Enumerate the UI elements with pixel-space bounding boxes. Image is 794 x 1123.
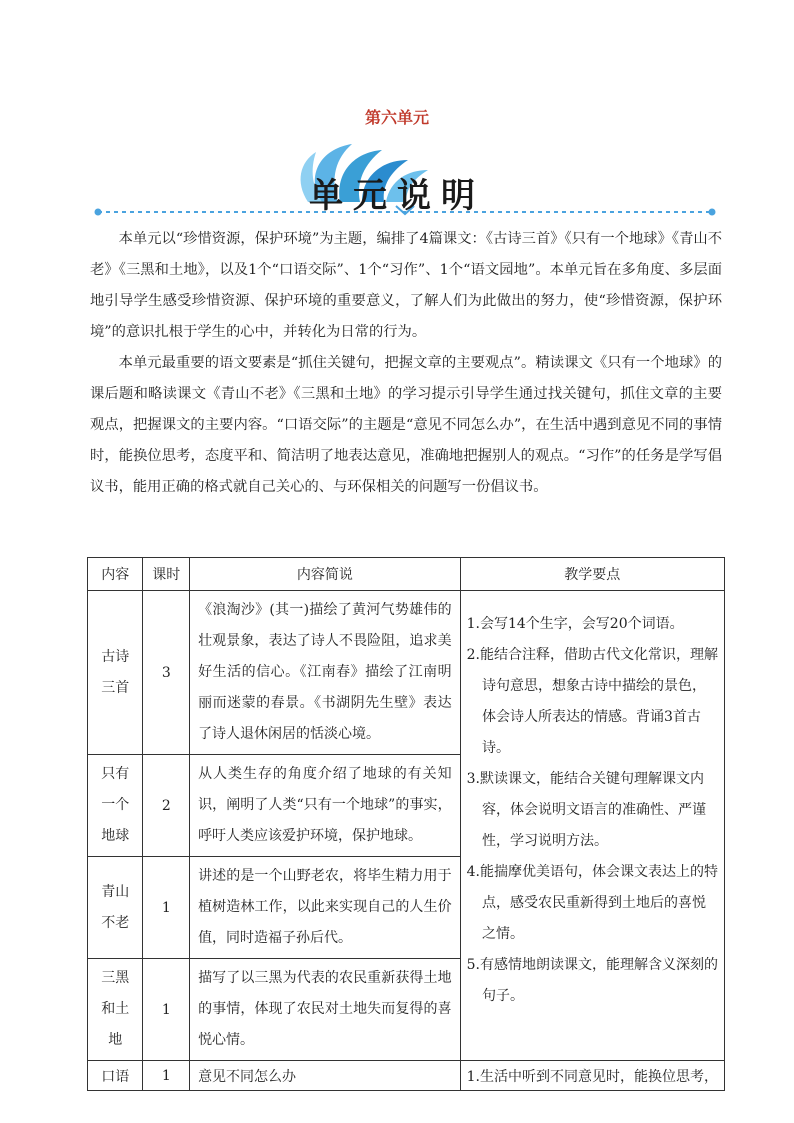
lesson-name: 三黑和土地 [88, 959, 143, 1061]
header-summary: 内容简说 [190, 558, 461, 591]
teaching-point: 2.能结合注释，借助古代文化常识，理解诗句意思，想象古诗中描绘的景色，体会诗人所表达的情感。背诵3首古诗。 [466, 647, 718, 756]
intro-text [90, 224, 722, 503]
unit-overview-table [87, 557, 725, 1091]
lesson-summary: 从人类生存的角度介绍了地球的有关知识，阐明了人类“只有一个地球”的事实，呼吁人类应该爱护环境，保护地球。 [190, 755, 461, 857]
teaching-point: 1.会写14个生字，会写20个词语。 [466, 616, 684, 632]
lesson-summary: 《浪淘沙》(其一)描绘了黄河气势雄伟的壮观景象，表达了诗人不畏险阻，追求美好生活的信心。《江南春》描绘了江南明丽而迷蒙的春景。《书湖阴先生壁》表达了诗人退休闲居的恬淡心境。 [190, 591, 461, 755]
lesson-hours: 2 [143, 755, 190, 857]
teaching-point: 4.能揣摩优美语句，体会课文表达上的特点，感受农民重新得到土地后的喜悦之情。 [466, 864, 718, 942]
table-row [88, 591, 725, 755]
banner-title: 单元说明 [309, 176, 485, 216]
header-key-points: 教学要点 [460, 558, 724, 591]
lesson-hours: 1 [143, 959, 190, 1061]
lesson-summary: 讲述的是一个山野老农，将毕生精力用于植树造林工作，以此来实现自己的人生价值，同时造福子孙后代。 [190, 857, 461, 959]
teaching-points [460, 591, 724, 1061]
table-header-row [88, 558, 725, 591]
lesson-name: 青山不老 [88, 857, 143, 959]
teaching-point: 5.有感情地朗读课文，能理解含义深刻的句子。 [466, 957, 718, 1004]
lesson-summary: 意见不同怎么办 [190, 1061, 461, 1091]
lesson-name: 只有一个地球 [88, 755, 143, 857]
teaching-point: 1.生活中听到不同意见时，能换位思考， [460, 1061, 724, 1091]
unit-label: 第六单元 [364, 108, 429, 127]
lesson-hours: 1 [143, 857, 190, 959]
lesson-summary: 描写了以三黑为代表的农民重新获得土地的事情，体现了农民对土地失而复得的喜悦心情。 [190, 959, 461, 1061]
lesson-hours: 1 [143, 1061, 190, 1091]
table-row [88, 1061, 725, 1091]
intro-paragraph: 本单元以“珍惜资源，保护环境”为主题，编排了4篇课文：《古诗三首》《只有一个地球》《青山不老》《三黑和土地》，以及1个“口语交际”、1个“习作”、1个“语文园地”。本单元旨在多角度、多层面地引导学生感受珍惜资源、保护环境的重要意义，了解人们为此做出的努力，使“珍惜资源，保护环境”的意识扎根于学生的心中，并转化为日常的行为。 [90, 231, 722, 340]
intro-paragraph: 本单元最重要的语文要素是“抓住关键句，把握文章的主要观点”。精读课文《只有一个地球》的课后题和略读课文《青山不老》《三黑和土地》的学习提示引导学生通过找关键句，抓住文章的主要观点，把握课文的主要内容。“口语交际”的主题是“意见不同怎么办”，在生活中遇到意见不同的事情时，能换位思考，态度平和、简洁明了地表达意见，准确地把握别人的观点。“习作”的任务是学写倡议书，能用正确的格式就自己关心的、与环保相关的问题写一份倡议书。 [90, 355, 722, 495]
teaching-point: 3.默读课文，能结合关键句理解课文内容，体会说明文语言的准确性、严谨性，学习说明方法。 [466, 771, 706, 849]
lesson-name: 古诗三首 [88, 591, 143, 755]
lesson-hours: 3 [143, 591, 190, 755]
header-hours: 课时 [143, 558, 190, 591]
header-content: 内容 [88, 558, 143, 591]
lesson-name: 口语 [88, 1061, 143, 1091]
